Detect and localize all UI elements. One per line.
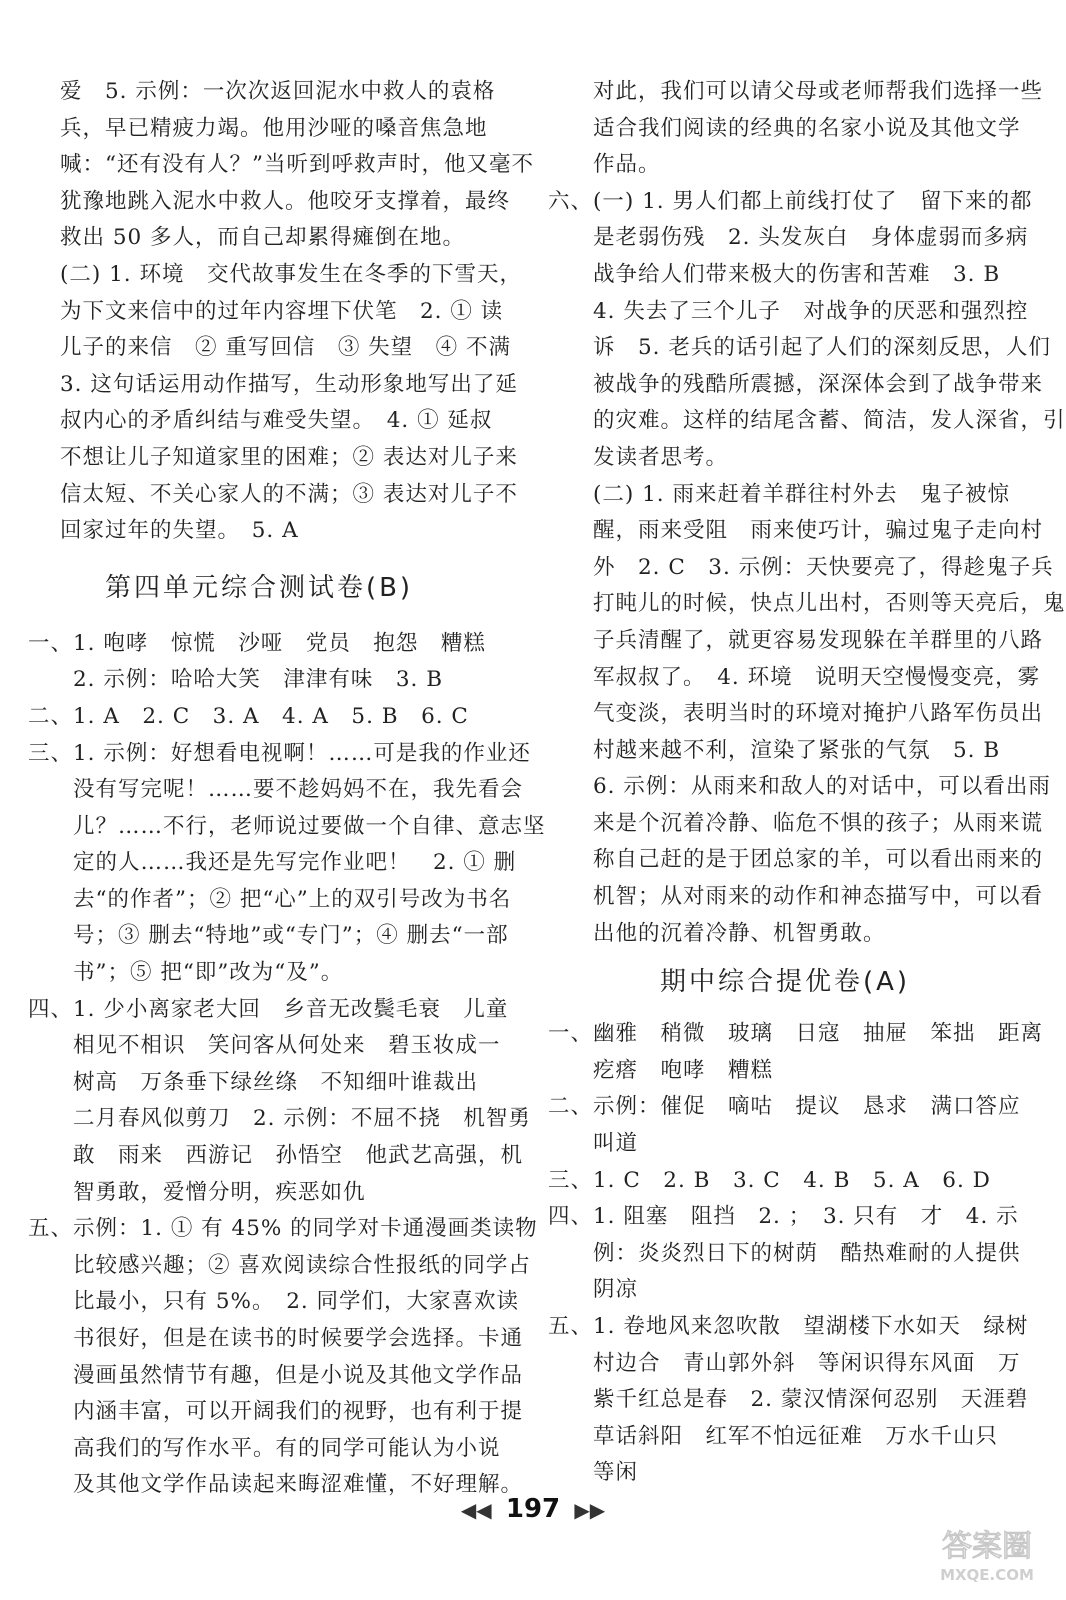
text-line: 机智；从对雨来的动作和神态描写中，可以看 [548, 884, 1044, 910]
text-line: 没有写完呢！……要不趁妈妈不在，我先看会 [28, 777, 524, 803]
text-line: 外 2. C 3. 示例：天快要亮了，得趁鬼子兵 [548, 554, 1054, 580]
section-heading: 期中综合提优卷(A) [659, 967, 911, 998]
text-line: 气变淡，表明当时的环境对掩护八路军伤员出 [548, 701, 1044, 727]
text-line: 喊：“还有没有人？”当听到呼救声时，他又毫不 [60, 152, 534, 178]
text-line: 作品。 [548, 152, 661, 178]
text-line: 为下文来信中的过年内容埋下伏笔 2. ① 读 [60, 298, 504, 324]
text-line: 定的人……我还是先写完作业吧！ 2. ① 删 [28, 850, 517, 876]
text-line: 相见不相识 笑问客从何处来 碧玉妆成一 [28, 1033, 501, 1059]
text-line: 比最小，只有 5%。 2. 同学们，大家喜欢读 [28, 1289, 520, 1315]
text-line: 儿子的来信 ② 重写回信 ③ 失望 ④ 不满 [60, 335, 512, 361]
text-line: 紫千红总是春 2. 蒙汉情深何忍别 天涯碧 [548, 1387, 1029, 1413]
text-line: 出他的沉着冷静、机智勇敢。 [548, 920, 886, 946]
text-line: 不想让儿子知道家里的困难；② 表达对儿子来 [60, 444, 518, 470]
text-line: (二) 1. 环境 交代故事发生在冬季的下雪天， [60, 261, 522, 287]
text-line: 称自己赶的是于团总家的羊，可以看出雨来的 [548, 847, 1044, 873]
text-line: 2. 示例：哈哈大笑 津津有味 3. B [28, 667, 443, 693]
text-line: 一、1. 咆哮 惊慌 沙哑 党员 抱怨 糟糕 [28, 630, 486, 656]
text-line: 四、1. 阻塞 阻挡 2. ； 3. 只有 才 4. 示 [548, 1204, 1019, 1230]
answer-block-4 [548, 74, 1066, 952]
text-line: 来是个沉着冷静、临危不惧的孩子；从雨来谎 [548, 810, 1044, 836]
text-line: 叫道 [548, 1131, 639, 1157]
text-line: 是老弱伤残 2. 头发灰白 身体虚弱而多病 [548, 225, 1029, 251]
text-line: 救出 50 多人，而自己却累得瘫倒在地。 [60, 225, 466, 251]
text-line: 对此，我们可以请父母或老师帮我们选择一些 [548, 79, 1044, 104]
page-footer [0, 1494, 1066, 1524]
text-line: 五、1. 卷地风来忽吹散 望湖楼下水如天 绿树 [548, 1314, 1029, 1339]
text-line: 被战争的残酷所震撼，深深体会到了战争带来 [548, 371, 1044, 397]
text-line: 子兵清醒了，就更容易发现躲在羊群里的八路 [548, 627, 1044, 653]
text-line: 一、幽雅 稍微 玻璃 日寇 抽屉 笨拙 距离 [548, 1021, 1044, 1047]
text-line: 号；③ 删去“特地”或“专门”；④ 删去“一部 [28, 923, 509, 949]
text-line: 书很好，但是在读书的时候要学会选择。卡通 [28, 1326, 524, 1351]
previous-page-icon: ◀◀ [460, 1498, 492, 1522]
text-line: 信太短、不关心家人的不满；③ 表达对儿子不 [60, 481, 518, 507]
text-line: 四、1. 少小离家老大回 乡音无改鬓毛衰 儿童 [28, 996, 509, 1022]
answer-block-2 [28, 257, 522, 550]
left-column [28, 74, 546, 1504]
text-line: 兵，早已精疲力竭。他用沙哑的嗓音焦急地 [60, 115, 488, 141]
text-line: 4. 失去了三个儿子 对战争的厌恶和强烈控 [548, 298, 1029, 324]
text-line: 适合我们阅读的经典的名家小说及其他文学 [548, 115, 1021, 141]
text-line: 树高 万条垂下绿丝绦 不知细叶谁裁出 [28, 1069, 479, 1095]
text-line: 村越来越不利，渲染了紧张的气氛 5. B [548, 737, 1001, 763]
text-line: 三、1. C 2. B 3. C 4. B 5. A 6. D [548, 1167, 991, 1193]
answer-block-1 [28, 74, 534, 257]
text-line: 草话斜阳 红军不怕远征难 万水千山只 [548, 1423, 999, 1449]
text-line: 军叔叔了。 4. 环境 说明天空慢慢变亮，雾 [548, 664, 1041, 690]
text-line: 回家过年的失望。 5. A [60, 518, 299, 544]
text-line: 3. 这句话运用动作描写，生动形象地写出了延 [60, 371, 518, 397]
page-number: 197 [505, 1494, 561, 1524]
text-line: 等闲 [548, 1460, 639, 1486]
text-line: 叔内心的矛盾纠结与难受失望。 4. ① 延叔 [60, 408, 493, 434]
text-line: 二月春风似剪刀 2. 示例：不屈不挠 机智勇 [28, 1106, 531, 1132]
text-line: 打盹儿的时候，快点儿出村，否则等天亮后，鬼 [548, 591, 1066, 617]
text-line: 去“的作者”；② 把“心”上的双引号改为书名 [28, 886, 512, 912]
text-line: 高我们的写作水平。有的同学可能认为小说 [28, 1435, 501, 1461]
text-line: 漫画虽然情节有趣，但是小说及其他文学作品 [28, 1362, 524, 1388]
text-line: 六、(一) 1. 男人们都上前线打仗了 留下来的都 [548, 188, 1033, 214]
watermark-title: 答案圈 [942, 1529, 1032, 1564]
text-line: 内涵丰富，可以开阔我们的视野，也有利于提 [28, 1399, 524, 1425]
right-column [548, 74, 1066, 1492]
text-line: 阴凉 [548, 1277, 639, 1303]
text-line: 疙瘩 咆哮 糟糕 [548, 1057, 774, 1083]
answer-block-3 [28, 626, 546, 1504]
text-line: 五、示例：1. ① 有 45% 的同学对卡通漫画类读物 [28, 1216, 538, 1242]
text-line: 战争给人们带来极大的伤害和苦难 3. B [548, 261, 1001, 287]
watermark-logo [922, 1518, 1052, 1588]
text-line: 儿？……不行，老师说过要做一个自律、意志坚 [28, 813, 546, 839]
text-line: (二) 1. 雨来赶着羊群往村外去 鬼子被惊 [548, 481, 1010, 507]
text-line: 二、1. A 2. C 3. A 4. A 5. B 6. C [28, 703, 469, 729]
text-line: 书”；⑤ 把“即”改为“及”。 [28, 960, 344, 986]
text-line: 及其他文学作品读起来晦涩难懂，不好理解。 [28, 1472, 524, 1498]
text-line: 三、1. 示例：好想看电视啊！……可是我的作业还 [28, 740, 531, 766]
text-line: 6. 示例：从雨来和敌人的对话中，可以看出雨 [548, 774, 1051, 800]
text-line: 智勇敢，爱憎分明，疾恶如仇 [28, 1179, 366, 1205]
text-line: 村边合 青山郭外斜 等闲识得东风面 万 [548, 1350, 1021, 1376]
text-line: 爱 5. 示例：一次次返回泥水中救人的袁格 [60, 79, 496, 104]
next-page-icon: ▶▶ [574, 1498, 606, 1522]
text-line: 二、示例：催促 嘀咕 提议 恳求 满口答应 [548, 1094, 1021, 1120]
text-line: 犹豫地跳入泥水中救人。他咬牙支撑着，最终 [60, 188, 511, 214]
answer-block-5 [548, 1016, 1044, 1492]
text-line: 诉 5. 老兵的话引起了人们的深刻反思，人们 [548, 335, 1051, 361]
text-line: 敢 雨来 西游记 孙悟空 他武艺高强，机 [28, 1143, 524, 1169]
text-line: 的灾难。这样的结尾含蓄、简洁，发人深省，引 [548, 408, 1066, 434]
text-line: 发读者思考。 [548, 444, 729, 470]
section-heading: 第四单元综合测试卷(B) [104, 572, 414, 603]
text-line: 例：炎炎烈日下的树荫 酷热难耐的人提供 [548, 1240, 1021, 1266]
text-line: 比较感兴趣；② 喜欢阅读综合性报纸的同学占 [28, 1252, 531, 1278]
text-line: 醒，雨来受阻 雨来使巧计，骗过鬼子走向村 [548, 518, 1044, 544]
watermark-url: MXQE.COM [940, 1566, 1034, 1584]
